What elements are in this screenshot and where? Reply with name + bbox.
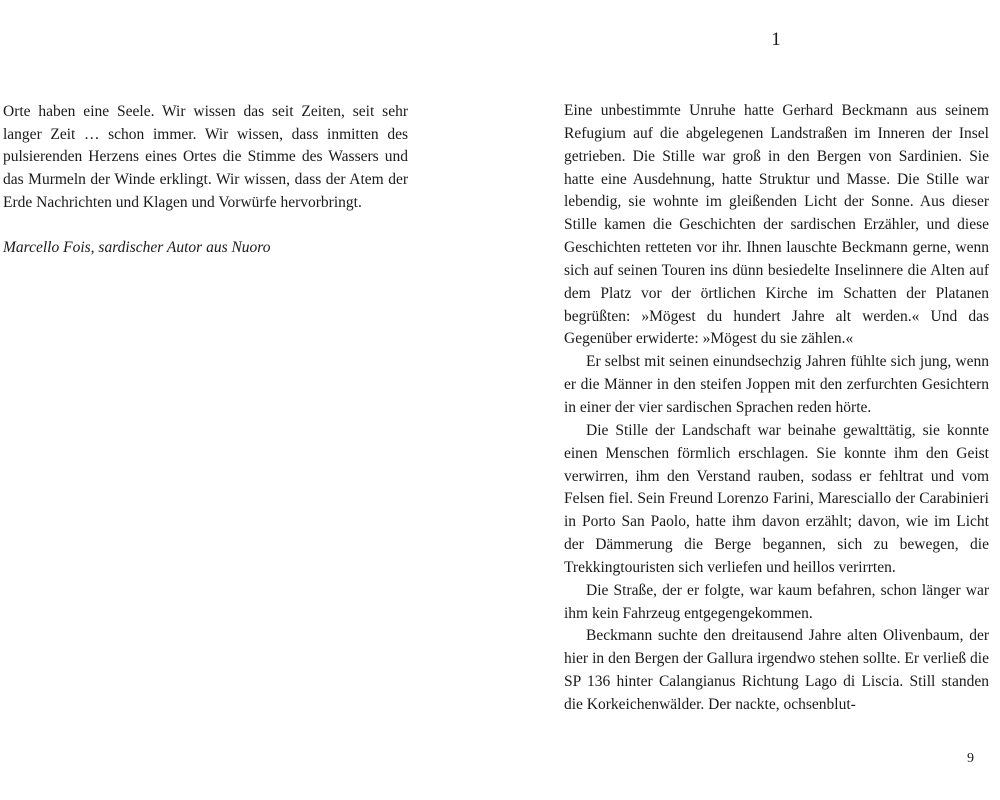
paragraph: Er selbst mit seinen einundsechzig Jahren fühlte sich jung, wenn er die Männer in den steifen Joppen mit den zerfurchten Gesichtern in einer der vier sardischen Sprachen reden hörte. bbox=[564, 353, 989, 416]
paragraph: Die Straße, der er folgte, war kaum befahren, schon länger war ihm kein Fahrzeug entgegengekommen. bbox=[564, 581, 989, 622]
paragraph: Beckmann suchte den dreitausend Jahre alten Olivenbaum, der hier in den Bergen der Gallura irgendwo stehen sollte. Er verließ die SP 136 hinter Calangianus Richtung Lago di Liscia. Still standen die Korkeichenwälder. Der nackte, ochsenblut- bbox=[564, 627, 989, 713]
chapter-body-text bbox=[564, 100, 989, 717]
page-number: 9 bbox=[967, 751, 974, 766]
epigraph bbox=[3, 101, 408, 259]
epigraph-attribution: Marcello Fois, sardischer Autor aus Nuoro bbox=[3, 238, 271, 256]
chapter-number: 1 bbox=[771, 29, 781, 50]
epigraph-text: Orte haben eine Seele. Wir wissen das seit Zeiten, seit sehr langer Zeit … schon immer. Wir wissen, dass inmitten des pulsierenden Herzens eines Ortes die Stimme des Wassers und das Murmeln der Winde erklingt. Wir wissen, dass der Atem der Erde Nachrichten und Klagen und Vorwürfe hervorbringt. bbox=[3, 103, 408, 211]
paragraph: Eine unbestimmte Unruhe hatte Gerhard Beckmann aus seinem Refugium auf die abgelegenen Landstraßen im Inneren der Insel getrieben. Die Stille war groß in den Bergen von Sardinien. Sie hatte eine Ausdehnung, hatte Struktur und Masse. Die Stille war lebendig, sie wohnte im gleißenden Licht der Sonne. Aus dieser Stille kamen die Geschichten der sardischen Erzähler, und diese Geschichten retteten vor ihr. Ihnen lauschte Beckmann gerne, wenn sich auf seinen Touren ins dünn besiedelte Inselinnere die Alten auf dem Platz vor der örtlichen Kirche im Schatten der Platanen begrüßten: »Mögest du hundert Jahre alt werden.« Und das Gegenüber erwiderte: »Mögest du sie zählen.« bbox=[564, 102, 989, 348]
paragraph: Die Stille der Landschaft war beinahe gewalttätig, sie konnte einen Menschen förmlich erschlagen. Sie konnte ihm den Geist verwirren, ihm den Verstand rauben, sodass er fehltrat und vom Felsen fiel. Sein Freund Lorenzo Farini, Maresciallo der Carabinieri in Porto San Paolo, hatte ihm davon erzählt; davon, wie im Licht der Dämmerung die Berge begannen, sich zu bewegen, die Trekkingtouristen sich verliefen und heillos verirrten. bbox=[564, 421, 989, 576]
